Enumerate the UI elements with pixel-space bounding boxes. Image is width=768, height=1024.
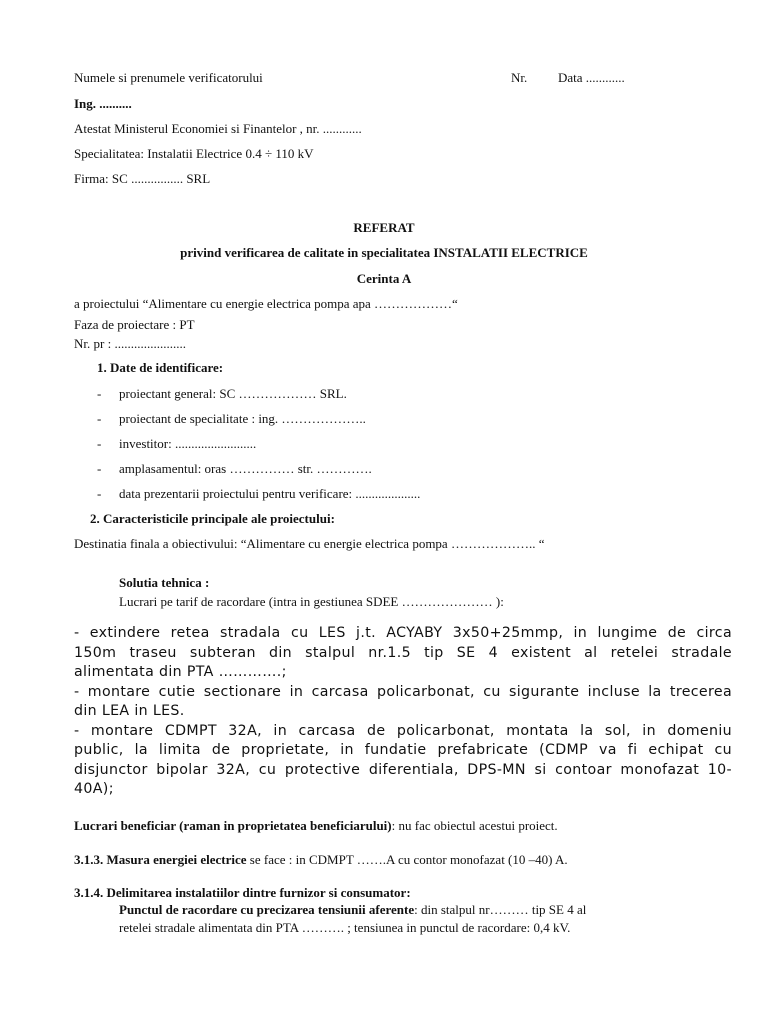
works-line: - extindere retea stradala cu LES j.t. ACYABY 3x50+25mmp, in lungime de circa xyxy=(74,625,732,641)
works-line: din LEA in LES. xyxy=(74,703,185,719)
connection-point-label: Punctul de racordare cu precizarea tensiunii aferente xyxy=(119,902,415,917)
list-item-text: amplasamentul: oras …………… str. …………. xyxy=(119,461,372,476)
project-name-line: a proiectului “Alimentare cu energie electrica pompa apa ………………“ xyxy=(74,296,458,311)
metering-label: 3.1.3. Masura energiei electrice xyxy=(74,852,247,867)
works-line: alimentata din PTA ………….; xyxy=(74,664,287,680)
list-item-text: proiectant general: SC ……………… SRL. xyxy=(119,386,347,401)
verifier-name-label: Numele si prenumele verificatorului xyxy=(74,70,263,85)
list-item-text: proiectant de specialitate : ing. ……………….. xyxy=(119,411,366,426)
list-item-text: investitor: ......................... xyxy=(119,436,257,451)
metering-text: se face : in CDMPT …….A cu contor monofazat (10 –40) A. xyxy=(246,852,568,867)
requirement-label: Cerinta A xyxy=(356,271,412,286)
section2-heading: 2. Caracteristicile principale ale proiectului: xyxy=(90,511,335,526)
dash-bullet: - xyxy=(97,436,102,451)
nr-label: Nr. xyxy=(511,70,528,85)
connection-point-line2: retelei stradale alimentata din PTA ………. ; tensiunea in punctul de racordare: 0,4 kV. xyxy=(119,920,571,935)
works-line: - montare CDMPT 32A, in carcasa de policarbonat, montata la sol, in domeniu xyxy=(74,723,732,739)
dash-bullet: - xyxy=(97,411,102,426)
project-number-line: Nr. pr : ...................... xyxy=(74,336,186,351)
solution-heading: Solutia tehnica : xyxy=(119,575,210,590)
document-title: REFERAT xyxy=(353,220,415,235)
solution-text: Lucrari pe tarif de racordare (intra in gestiunea SDEE ………………… ): xyxy=(119,594,504,609)
list-item-text: data prezentarii proiectului pentru verificare: .................... xyxy=(119,486,421,501)
beneficiary-label: Lucrari beneficiar (raman in proprietatea beneficiarului) xyxy=(74,818,392,833)
firm-line: Firma: SC ................ SRL xyxy=(74,171,211,186)
dash-bullet: - xyxy=(97,461,102,476)
works-line: disjunctor bipolar 32A, cu protective diferentiala, DPS-MN si contoar monofazat 10- xyxy=(74,762,732,778)
beneficiary-text: : nu fac obiectul acestui proiect. xyxy=(391,818,558,833)
section1-heading: 1. Date de identificare: xyxy=(97,360,224,375)
beneficiary-line xyxy=(74,818,558,834)
works-line: - montare cutie sectionare in carcasa policarbonat, cu sigurante incluse la trecerea xyxy=(74,684,732,700)
specialty-line: Specialitatea: Instalatii Electrice 0.4 ÷ 110 kV xyxy=(74,146,314,161)
dash-bullet: - xyxy=(97,486,102,501)
document-subtitle: privind verificarea de calitate in specialitatea INSTALATII ELECTRICE xyxy=(180,245,588,260)
atestat-line: Atestat Ministerul Economiei si Finantelor , nr. ............ xyxy=(74,121,362,136)
connection-point-line xyxy=(119,902,586,918)
delimitation-heading: 3.1.4. Delimitarea instalatiilor dintre furnizor si consumator: xyxy=(74,885,411,900)
dash-bullet: - xyxy=(97,386,102,401)
engineer-label: Ing. .......... xyxy=(74,96,132,111)
metering-line xyxy=(74,852,568,868)
works-line: 40A); xyxy=(74,781,114,797)
connection-point-text: : din stalpul nr……… tip SE 4 al xyxy=(414,902,587,917)
design-phase-line: Faza de proiectare : PT xyxy=(74,317,195,332)
works-line: public, la limita de proprietate, in fundatie prefabricate (CDMP va fi echipat cu xyxy=(74,742,732,758)
destination-line: Destinatia finala a obiectivului: “Alimentare cu energie electrica pompa ……………….. “ xyxy=(74,536,545,551)
works-line: 150m traseu subteran din stalpul nr.1.5 tip SE 4 existent al retelei stradale xyxy=(74,645,732,661)
date-label: Data ............ xyxy=(558,70,625,85)
